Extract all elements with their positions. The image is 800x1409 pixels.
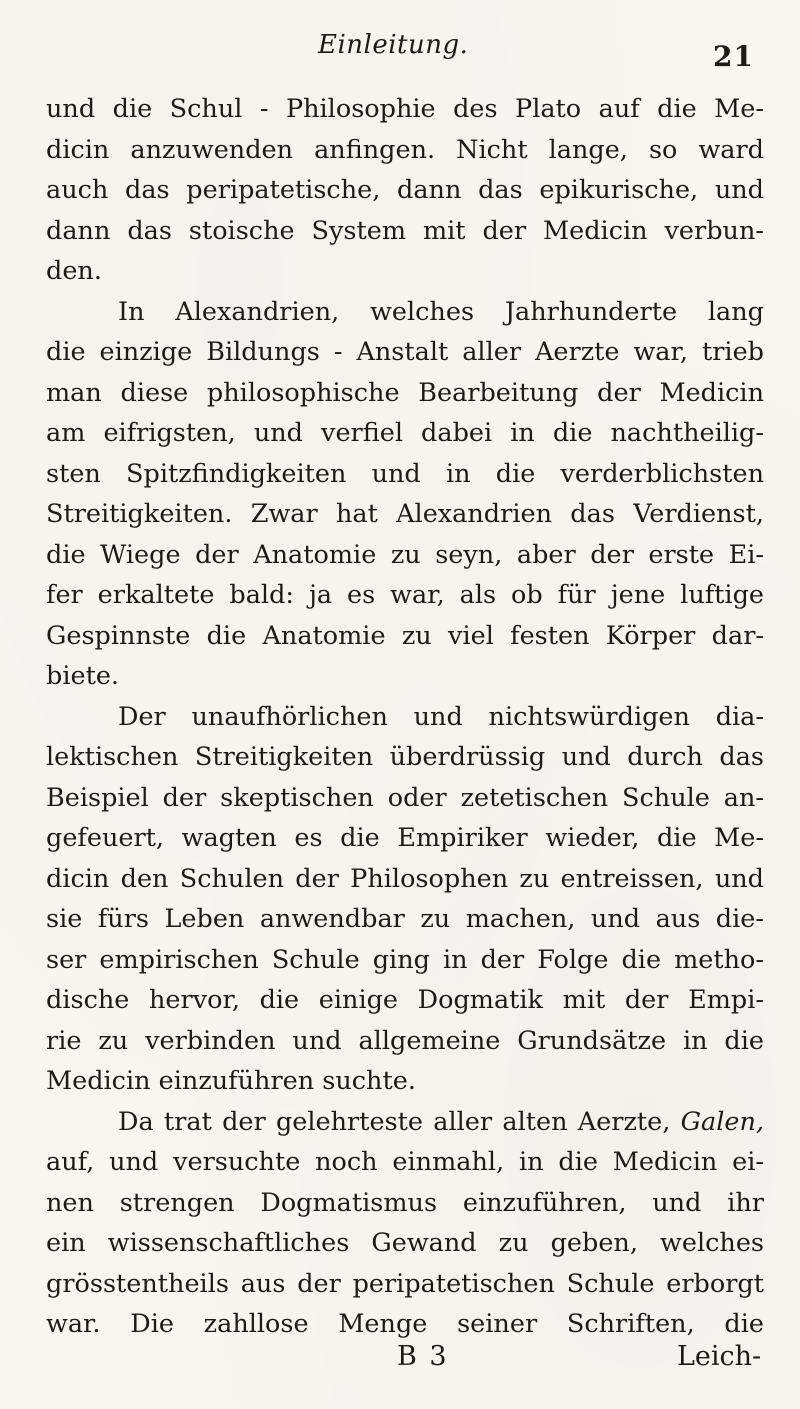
text-line: lektischen Streitigkeiten überdrüssig und durch das <box>46 742 764 772</box>
text-line: Gespinnste die Anatomie zu viel festen Körper dar- <box>46 620 764 651</box>
text-line: dann das stoische System mit der Medicin verbun- <box>46 215 764 246</box>
text-line: Der unaufhörlichen und nichtswürdigen dia- <box>118 701 764 732</box>
text-line: grösstentheils aus der peripatetischen Schule erborgt <box>46 1268 764 1299</box>
text-line: ein wissenschaftliches Gewand zu geben, welches <box>46 1228 764 1258</box>
text-line: rie zu verbinden und allgemeine Grundsätze in die <box>46 1025 764 1056</box>
body-text <box>46 89 764 1345</box>
text-line: sie fürs Leben anwendbar zu machen, und aus die- <box>46 904 764 934</box>
text-line: ser empirischen Schule ging in der Folge die metho- <box>46 944 764 975</box>
text-line: am eifrigsten, und verfiel dabei in die nachtheilig- <box>46 418 764 448</box>
text-line: auf, und versuchte noch einmahl, in die Medicin ei- <box>46 1147 764 1177</box>
text-line: und die Schul - Philosophie des Plato auf die Me- <box>46 94 764 124</box>
text-line: sten Spitzfindigkeiten und in die verderblichsten <box>46 458 764 489</box>
italic-name-galen: Galen, <box>680 1106 764 1137</box>
signature-mark: B 3 <box>397 1341 449 1372</box>
text-line: biete. <box>46 661 120 691</box>
text-line: auch das peripatetische, dann das epikurische, und <box>46 175 764 205</box>
text-line: man diese philosophische Bearbeitung der Medicin <box>46 377 764 408</box>
text-line: In Alexandrien, welches Jahrhunderte lang <box>118 296 764 327</box>
text-line: dicin anzuwenden anfingen. Nicht lange, so ward <box>46 134 764 165</box>
text-line: nen strengen Dogmatismus einzuführen, und ihr <box>46 1187 764 1218</box>
text-line: Medicin einzuführen suchte. <box>46 1066 416 1096</box>
page-number: 21 <box>713 40 754 73</box>
text-line-part: Da trat der gelehrteste aller alten Aerzte, <box>118 1106 671 1137</box>
text-line: dische hervor, die einige Dogmatik mit der Empi- <box>46 985 764 1015</box>
catchword: Leich- <box>677 1341 762 1372</box>
running-head: Einleitung. <box>318 30 469 60</box>
text-line: gefeuert, wagten es die Empiriker wieder, die Me- <box>46 823 764 853</box>
text-line: Beispiel der skeptischen oder zetetischen Schule an- <box>46 782 764 813</box>
text-line: fer erkaltete bald: ja es war, als ob für jene luftige <box>46 580 764 610</box>
text-line <box>46 1102 764 1143</box>
text-line: Streitigkeiten. Zwar hat Alexandrien das Verdienst, <box>46 499 764 529</box>
text-line: den. <box>46 256 102 286</box>
text-line: dicin den Schulen der Philosophen zu entreissen, und <box>46 863 764 894</box>
text-line: die Wiege der Anatomie zu seyn, aber der erste Ei- <box>46 539 764 570</box>
text-line: die einzige Bildungs - Anstalt aller Aerzte war, trieb <box>46 337 764 367</box>
text-line: war. Die zahllose Menge seiner Schriften, die <box>46 1309 764 1339</box>
